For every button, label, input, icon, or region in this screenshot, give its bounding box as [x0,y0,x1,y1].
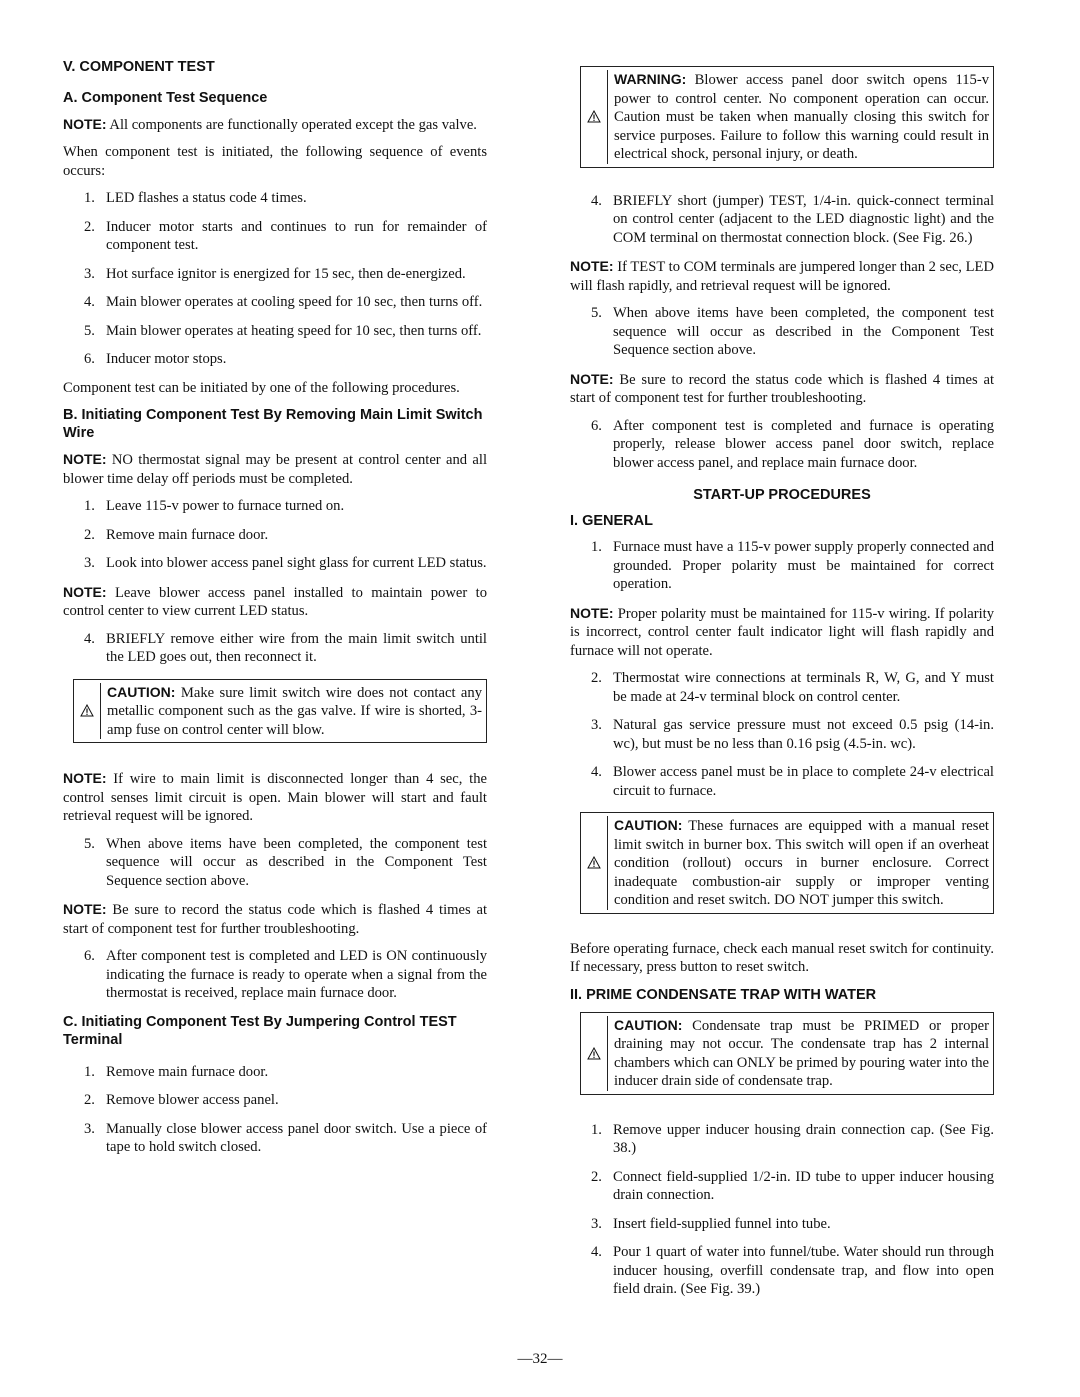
note-text: Leave blower access panel installed to maintain power to control center to view current LED status. [63,584,487,619]
warning-box [580,66,994,168]
steps-list [63,835,487,891]
note-paragraph [63,900,487,938]
subsection-a-title: A. Component Test Sequence [63,89,268,106]
list-item [570,669,994,706]
list-item [570,1168,994,1205]
note-label: NOTE: [63,451,107,467]
item-number: 6. [84,351,95,367]
item-number: 5. [591,305,602,321]
note-label: NOTE: [570,370,614,387]
item-number: 4. [84,630,95,647]
item-text: Remove main furnace door. [106,526,269,543]
note-label: NOTE: [63,583,107,600]
item-text: After component test is completed and furnace is operating properly, release blower access panel door switch, replace blower access panel, and replace main furnace door. [613,417,994,471]
left-column [63,58,487,1167]
procedures-paragraph: Component test can be initiated by one of the following procedures. [63,379,460,396]
list-item [63,218,487,255]
list-item [63,835,487,891]
list-item [63,350,487,369]
warning-text [614,70,989,164]
item-number: 2. [591,1168,602,1185]
general-title: I. GENERAL [570,513,653,529]
caution-label: CAUTION: [614,817,683,833]
item-number: 2. [84,218,95,235]
item-number: 1. [591,1121,602,1138]
note-text: All components are functionally operated except the gas valve. [106,116,477,133]
steps-list [63,1063,487,1157]
caution-label: CAUTION: [614,1016,683,1033]
caution-label: CAUTION: [107,683,176,700]
item-text: Remove main furnace door. [106,1063,269,1080]
note-label: NOTE: [570,604,614,621]
caution-body: These furnaces are equipped with a manual reset limit switch in burner box. This switch will open if an overheat condition (rollout) occurs in burner enclosure. Correct inadequate combustion-air supply or improper venting condition and reset switch. DO NOT jumper this switch. [614,818,989,908]
note-text: NO thermostat signal may be present at control center and all blower time delay off periods must be completed. [63,452,487,487]
startup-procedures-title: START-UP PROCEDURES [693,487,871,503]
note-text: If TEST to COM terminals are jumpered longer than 2 sec, LED will flash rapidly, and retrieval request will be ignored. [570,259,994,294]
list-item [63,554,487,573]
list-item [63,1063,487,1082]
note-paragraph [570,370,994,408]
item-text: When above items have been completed, the component test sequence will occur as described in the Component Test Sequence section above. [613,305,994,358]
item-number: 3. [591,717,602,733]
item-text: Inducer motor starts and continues to run for remainder of component test. [106,218,487,253]
item-text: Natural gas service pressure must not exceed 0.5 psig (14-in. wc), but must be no less than 0.16 psig (4.5-in. wc). [613,717,994,752]
item-text: Manually close blower access panel door switch. Use a piece of tape to hold switch closed. [106,1120,487,1155]
steps-list [570,192,994,248]
item-text: BRIEFLY remove either wire from the main limit switch until the LED goes out, then reconnect it. [106,630,487,665]
list-item [570,763,994,800]
list-item [570,192,994,248]
item-text: Remove blower access panel. [106,1092,279,1108]
list-item [570,417,994,473]
list-item [63,497,487,516]
list-item [570,1121,994,1158]
subsection-c-title: C. Initiating Component Test By Jumpering Control TEST Terminal [63,1013,457,1048]
warning-triangle-icon [74,683,101,740]
note-paragraph [63,115,487,135]
list-item [63,189,487,208]
list-item [63,947,487,1003]
warning-triangle-icon [581,1016,608,1091]
item-number: 5. [84,322,95,339]
item-number: 5. [84,835,95,852]
item-number: 2. [591,670,602,686]
item-number: 2. [84,1092,95,1108]
list-item [570,304,994,360]
note-label: NOTE: [570,258,614,274]
item-text: Pour 1 quart of water into funnel/tube. Water should run through inducer housing, overfill condensate trap, and flow into open field drain. (See Fig. 39.) [613,1244,994,1297]
caution-body: Make sure limit switch wire does not contact any metallic component such as the gas valve. If wire is shorted, 3-amp fuse on control center will blow. [107,684,482,738]
item-text: Leave 115-v power to furnace turned on. [106,498,345,514]
item-number: 4. [591,1244,602,1260]
before-operating-paragraph: Before operating furnace, check each manual reset switch for continuity. If necessary, press button to reset switch. [570,940,994,975]
page-number: —32— [517,1351,563,1367]
intro-paragraph: When component test is initiated, the following sequence of events occurs: [63,144,487,179]
item-number: 6. [591,417,602,434]
note-paragraph [63,583,487,621]
note-text: If wire to main limit is disconnected longer than 4 sec, the control senses limit circuit is open. Main blower will start and fault retrieval request will be ignored. [63,771,487,824]
item-text: Connect field-supplied 1/2-in. ID tube to upper inducer housing drain connection. [613,1168,994,1203]
prime-condensate-title: II. PRIME CONDENSATE TRAP WITH WATER [570,986,877,1003]
note-paragraph [570,604,994,661]
list-item [570,538,994,594]
item-number: 3. [84,555,95,571]
list-item [63,265,487,284]
item-number: 4. [84,294,95,310]
section-title-component-test: V. COMPONENT TEST [63,59,215,75]
subsection-b-title: B. Initiating Component Test By Removing Main Limit Switch Wire [63,407,483,441]
steps-list [570,417,994,473]
steps-list [570,538,994,594]
item-number: 6. [84,948,95,964]
item-text: Insert field-supplied funnel into tube. [613,1215,831,1232]
steps-list [63,947,487,1003]
item-text: BRIEFLY short (jumper) TEST, 1/4-in. quick-connect terminal on control center (adjacent to the LED diagnostic light) and the COM terminal on thermostat connection block. (See Fig. 26.) [613,192,994,246]
item-text: Main blower operates at cooling speed for 10 sec, then turns off. [106,294,483,310]
caution-text [107,683,482,740]
caution-body: Condensate trap must be PRIMED or proper draining may not occur. The condensate trap has 2 internal chambers which can ONLY be primed by pouring water into the inducer drain side of condensate trap. [614,1017,989,1089]
item-text: Hot surface ignitor is energized for 15 sec, then de-energized. [106,265,466,282]
item-number: 1. [84,190,95,206]
warning-label: WARNING: [614,71,687,87]
note-label: NOTE: [63,115,107,132]
warning-triangle-icon [581,816,608,910]
item-number: 4. [591,764,602,780]
item-number: 1. [591,539,602,555]
note-text: Be sure to record the status code which is flashed 4 times at start of component test for further troubleshooting. [570,371,994,406]
steps-list [570,669,994,800]
item-text: When above items have been completed, the component test sequence will occur as described in the Component Test Sequence section above. [106,835,487,889]
sequence-list [63,189,487,369]
list-item [63,322,487,341]
item-text: Look into blower access panel sight glass for current LED status. [106,555,487,571]
list-item [570,716,994,753]
item-text: Furnace must have a 115-v power supply properly connected and grounded. Proper polarity must be maintained for correct operation. [613,539,994,592]
right-column [570,62,994,1309]
item-number: 2. [84,526,95,543]
item-text: Remove upper inducer housing drain connection cap. (See Fig. 38.) [613,1121,994,1156]
list-item [63,630,487,667]
list-item [63,1120,487,1157]
caution-box [73,679,487,744]
item-text: LED flashes a status code 4 times. [106,190,307,206]
item-text: Main blower operates at heating speed for 10 sec, then turns off. [106,322,482,339]
list-item [63,293,487,312]
note-text: Proper polarity must be maintained for 115-v wiring. If polarity is incorrect, control center fault indicator light will flash rapidly and furnace will not operate. [570,605,994,659]
item-number: 1. [84,498,95,514]
caution-box [580,1012,994,1095]
item-text: Thermostat wire connections at terminals R, W, G, and Y must be made at 24-v terminal block on control center. [613,670,994,705]
item-text: Blower access panel must be in place to complete 24-v electrical circuit to furnace. [613,764,994,799]
steps-list [63,630,487,667]
steps-list [570,304,994,360]
item-number: 3. [84,265,95,282]
note-paragraph [570,257,994,295]
item-text: After component test is completed and LED is ON continuously indicating the furnace is ready to operate when a signal from the thermostat is received, replace main furnace door. [106,948,487,1001]
item-number: 4. [591,192,602,209]
item-number: 3. [84,1120,95,1137]
list-item [570,1243,994,1299]
list-item [63,526,487,545]
note-paragraph [63,450,487,488]
list-item [570,1215,994,1234]
warning-body: Blower access panel door switch opens 115-v power to control center. No component operation can occur. Caution must be taken when manually closing this switch for service purposes. Failure to follow this warning could result in electrical shock, personal injury, or death. [614,72,989,162]
list-item [63,1091,487,1110]
note-text: Be sure to record the status code which is flashed 4 times at start of component test for further troubleshooting. [63,902,487,937]
steps-list [63,497,487,573]
note-label: NOTE: [63,901,107,917]
item-text: Inducer motor stops. [106,351,227,367]
item-number: 3. [591,1215,602,1232]
note-paragraph [63,769,487,826]
caution-text [614,816,989,910]
caution-box [580,812,994,914]
steps-list [570,1121,994,1299]
warning-triangle-icon [581,70,608,164]
item-number: 1. [84,1063,95,1080]
note-label: NOTE: [63,770,107,786]
caution-text [614,1016,989,1091]
